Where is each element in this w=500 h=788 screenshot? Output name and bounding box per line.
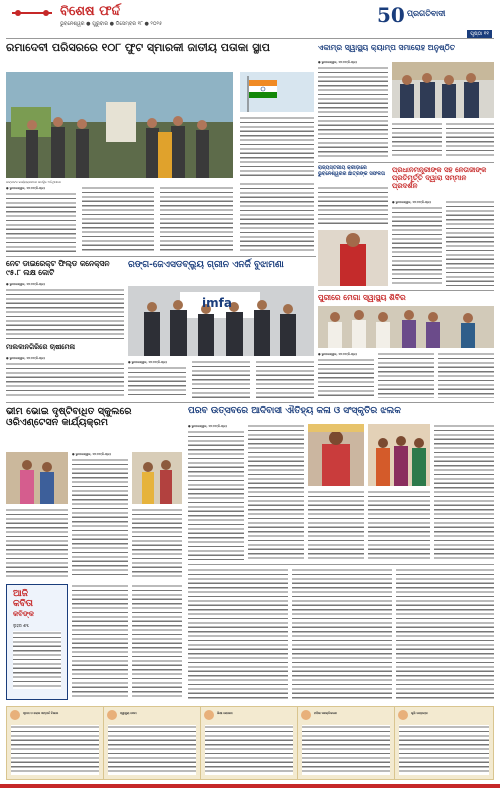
special-school-body-col0	[6, 508, 68, 578]
lower-right-body-col2	[292, 568, 392, 700]
sports-photo	[318, 230, 388, 286]
divider-right-1	[318, 162, 494, 163]
medical-camp-body-col2	[378, 352, 434, 398]
lead-body-col2	[82, 186, 154, 252]
tribal-fest-body-col4	[368, 490, 430, 560]
ad-text-2	[108, 725, 196, 775]
ad-icon-2	[107, 710, 117, 720]
green-energy-byline: ● ଭୁବନେଶ୍ୱର, ୧୭।୧୨(ନି.ପ୍ର)	[128, 360, 167, 364]
poem-title-line2: କବିତା	[13, 599, 33, 609]
medical-camp-body-col3	[438, 352, 494, 398]
medical-camp-photo	[318, 306, 494, 348]
newspaper-logo	[377, 3, 492, 29]
divider-right-2	[318, 290, 494, 291]
medical-camp-byline: ● ଭୁବନେଶ୍ୱର, ୧୭।୧୨(ନି.ପ୍ର)	[318, 352, 357, 356]
health-camp-body-col3	[446, 122, 494, 158]
tribal-fest-byline: ● ଭୁବନେଶ୍ୱର, ୧୭।୧୨(ନି.ପ୍ର)	[188, 424, 227, 428]
green-energy-body-col1	[128, 366, 186, 398]
health-camp-byline: ● ଭୁବନେଶ୍ୱର, ୧୭।୧୨(ନି.ପ୍ର)	[318, 60, 357, 64]
ad-icon-3	[204, 710, 214, 720]
lead-byline: ● ଭୁବନେଶ୍ୱର, ୧୭।୧୨(ନି.ପ୍ର)	[6, 186, 45, 190]
ad-cell-4	[298, 707, 395, 779]
ad-icon-5	[398, 710, 408, 720]
ad-icon-4	[301, 710, 311, 720]
pm-body-col2	[446, 200, 494, 286]
lead-body-col4	[240, 182, 314, 252]
ad-text-4	[302, 725, 390, 775]
health-camp-headline: ଏକାମ୍ର ସ୍ୱାସ୍ଥ୍ୟ କ୍ୟାମ୍ପ ସମାରୋହ ଅନୁଷ୍ଠିତ	[318, 43, 456, 52]
newspaper-name: ପ୍ରଗତିବାଦୀ	[407, 9, 446, 18]
divider-mid	[6, 402, 494, 403]
ad-item-1: ସୂଚନା ଓ ଲୋକ ସମ୍ପର୍କ ବିଭାଗ	[23, 711, 59, 715]
tribal-fest-headline: ପରବ ଉତ୍ସବରେ ଆଦିବାସୀ ଐତିହ୍ୟ କଳା ଓ ସଂସ୍କୃତିର ଝଲକ	[188, 406, 401, 416]
special-school-photo-1	[6, 452, 68, 504]
ad-text-5	[399, 725, 489, 775]
imfa-backdrop-text: imfa	[202, 296, 232, 310]
lead-body-col3-top	[240, 116, 314, 178]
health-camp-photo	[392, 62, 494, 118]
lead-headline: ରମାଦେବୀ ପରିସରରେ ୧୦୮ ଫୁଟ ସ୍ମାରକୀ ଜାତୀୟ ପତାକା ସ୍ଥାପ	[6, 41, 270, 54]
divider-lower	[188, 564, 494, 565]
footer-color-bar	[0, 784, 500, 788]
lead-body-col1	[6, 192, 76, 252]
ad-cell-5	[395, 707, 493, 779]
poem-title-line1: ଆଜି	[13, 589, 28, 599]
medical-camp-body-col1	[318, 358, 374, 398]
health-camp-body-col1	[318, 66, 388, 158]
green-energy-body-col3	[256, 360, 314, 398]
pm-headline: ପ୍ରଧାନମନ୍ତ୍ରୀଙ୍କ ସହ ନେତାଜୀଙ୍କ ପ୍ରତିମୂର୍ତ୍ତି ଦ୍ୱାରା ସମ୍ମାନ ପ୍ରଦର୍ଶନ	[392, 165, 487, 191]
health-camp-body-col2	[392, 122, 442, 158]
pm-body-col1	[392, 206, 442, 286]
ad-strip	[6, 706, 494, 780]
flag-ceremony-illustration	[6, 72, 233, 178]
poem-author: ଲୁହର ଶବ୍ଦ	[13, 623, 29, 628]
ad-text-1	[11, 725, 99, 775]
masthead-divider	[6, 38, 494, 39]
ad-text-3	[205, 725, 293, 775]
green-energy-body-col2	[192, 360, 250, 398]
ad-item-2: ସ୍ୱାସ୍ଥ୍ୟ ସେବା	[120, 711, 137, 715]
special-school-byline: ● ଭୁବନେଶ୍ୱର, ୧୭।୧୨(ନି.ପ୍ର)	[72, 452, 111, 456]
poem-body	[13, 631, 61, 689]
ad-item-5: କୃଷି ଉନ୍ନୟନ	[411, 711, 428, 715]
green-energy-photo	[128, 286, 314, 356]
network-body	[6, 288, 124, 340]
poem-box	[6, 584, 68, 700]
ad-icon-1	[10, 710, 20, 720]
tribal-fest-body-col3	[308, 490, 364, 560]
special-school-body-lower1	[72, 584, 128, 700]
ad-cell-2	[104, 707, 201, 779]
dateline: ଭୁବନେଶ୍ୱର ● ଗୁରୁବାର ● ଡିସେମ୍ବର ୧୮ ● ୨୦୨୫	[60, 21, 163, 27]
green-energy-headline: ରଙ୍ଗ-ଜେଏସଡବ୍ଲ୍ୟୁ ଗ୍ରୀନ ଏନର୍ଜି ବୁଝାମଣା	[128, 260, 284, 270]
pm-byline: ● ଭୁବନେଶ୍ୱର, ୧୭।୧୨(ନି.ପ୍ର)	[392, 200, 431, 204]
tribal-fest-photo-1	[308, 424, 364, 486]
network-headline: ନେଟ ଡାଇରେକ୍ଟ ଫିଲ୍ଡ କନେକ୍ସନ ୯୫.୮ ଲକ୍ଷ କୋଟି	[6, 259, 110, 277]
tribal-fest-body-col1	[188, 430, 244, 560]
special-school-body-lower2	[132, 584, 182, 700]
ad-cell-3	[201, 707, 298, 779]
special-school-headline: ଭୀମ ଭୋଇ ଦୃଷ୍ଟିବାଧିତ ସ୍କୁଲରେ ଓରିଏଣ୍ଟେସନ କାର୍ଯ୍ୟକ୍ରମ	[6, 406, 132, 429]
tribal-fest-body-col2	[248, 424, 304, 560]
lower-right-body-col1	[188, 568, 288, 700]
network-byline: ● ଭୁବନେଶ୍ୱର, ୧୭।୧୨(ନି.ପ୍ର)	[6, 282, 45, 286]
ad-cell-1	[7, 707, 104, 779]
poem-title-line3: କବିଙ୍କ	[13, 609, 34, 618]
divider-left-1	[6, 256, 316, 257]
medical-camp-headline: ପୁରୀରେ ମେଗା ସ୍ୱାସ୍ଥ୍ୟ ଶିବିର	[318, 293, 406, 302]
sports-body	[318, 186, 388, 226]
sports-headline: ରାଜ୍ୟସ୍ତରୀୟ କ୍ରୀଡ଼ାରେ ଭୁବନେଶ୍ୱରର ଛାତ୍ରଙ୍କ ସଫଳତା	[318, 165, 385, 177]
special-school-photo-2	[132, 452, 182, 504]
section-title: ବିଶେଷ ଫର୍ଦ୍ଦ	[60, 4, 121, 19]
special-school-body-col2	[132, 508, 182, 578]
ad-item-4: ମହିଳା ସଶକ୍ତିକରଣ	[314, 711, 337, 715]
lower-right-body-col3	[396, 568, 494, 700]
page-number: ପୃଷ୍ଠା ୧୧	[467, 30, 492, 38]
anniversary-number: 50	[377, 3, 405, 27]
lead-photo-caption: ଉଦ୍‌ଘାଟନ କାର୍ଯ୍ୟକ୍ରମରେ ଉପସ୍ଥିତ ଅତିଥିମାନେ	[6, 180, 61, 184]
lead-body-col3	[160, 186, 233, 252]
special-school-body-col1	[72, 458, 128, 578]
flag-photo	[240, 72, 314, 112]
lead-photo	[6, 72, 233, 178]
farmers-body	[6, 362, 124, 398]
tribal-fest-photo-2	[368, 424, 430, 486]
farmers-headline: ମାଲକାନଗିରିରେ ଚାଷୀମେଳା	[6, 343, 76, 351]
ad-item-3: ଶିକ୍ଷା ଯୋଜନା	[217, 711, 233, 715]
tribal-fest-body-col5	[434, 424, 494, 560]
masthead-left-ornament	[12, 6, 52, 20]
farmers-byline: ● ଭୁବନେଶ୍ୱର, ୧୭।୧୨(ନି.ପ୍ର)	[6, 356, 45, 360]
